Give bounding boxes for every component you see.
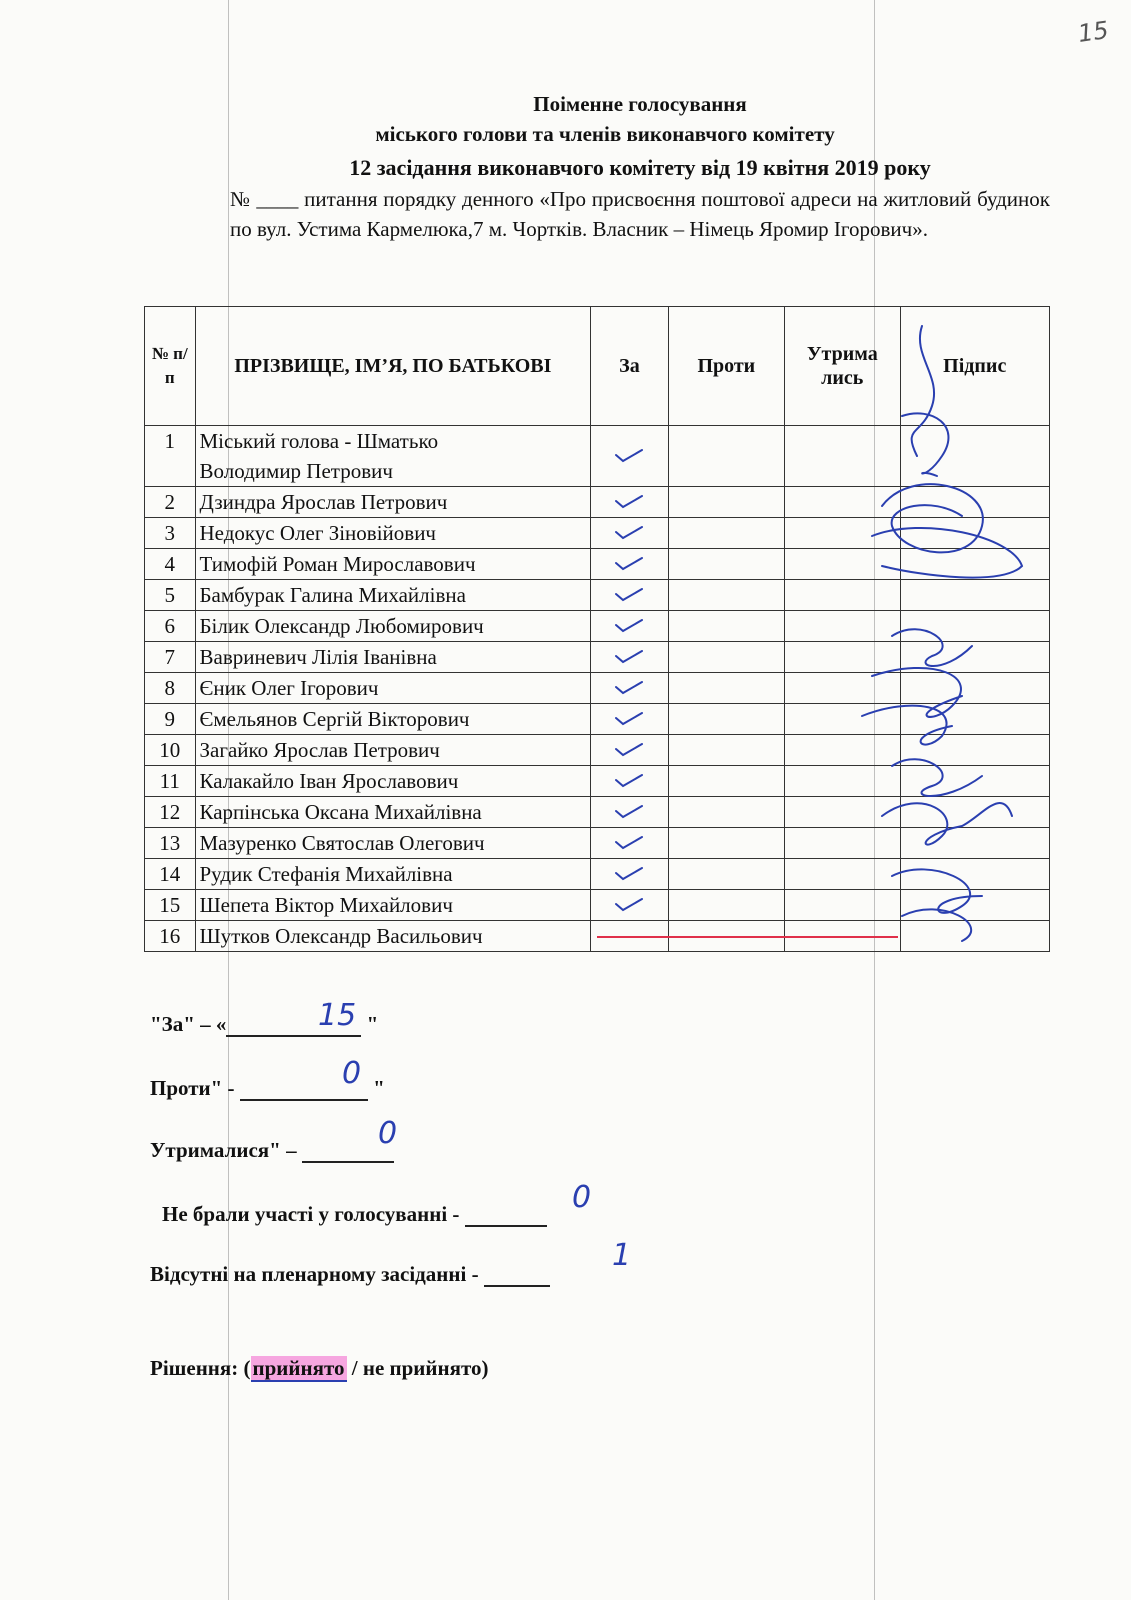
member-cell bbox=[195, 549, 591, 580]
member-name: Ємельянов Сергій Вікторович bbox=[199, 707, 470, 731]
check-icon bbox=[614, 800, 644, 824]
utrymalysia-count: 0 bbox=[378, 1116, 398, 1151]
member-name: Загайко Ярослав Петрович bbox=[199, 738, 440, 762]
table-row bbox=[145, 828, 1050, 859]
member-cell bbox=[195, 766, 591, 797]
utrymalys-cell bbox=[785, 518, 900, 549]
check-icon bbox=[614, 490, 644, 514]
za-cell bbox=[591, 859, 668, 890]
proty-cell bbox=[668, 642, 784, 673]
row-number: 4 bbox=[145, 549, 196, 580]
za-cell bbox=[591, 921, 668, 952]
check-icon bbox=[614, 676, 644, 700]
row-number: 6 bbox=[145, 611, 196, 642]
row-number: 2 bbox=[145, 487, 196, 518]
proty-suffix: " bbox=[367, 1076, 385, 1100]
member-cell bbox=[195, 518, 591, 549]
za-cell bbox=[591, 735, 668, 766]
utrymalys-cell bbox=[785, 890, 900, 921]
signature-cell bbox=[900, 890, 1050, 921]
page-number: 15 bbox=[1076, 16, 1111, 48]
table-row bbox=[145, 704, 1050, 735]
table-row bbox=[145, 673, 1050, 704]
check-icon bbox=[614, 738, 644, 762]
member-name: Бамбурак Галина Михайлівна bbox=[199, 583, 466, 607]
vidsutni-label: Відсутні на пленарному засіданні - bbox=[150, 1262, 484, 1286]
table-row bbox=[145, 426, 1050, 487]
za-cell bbox=[591, 426, 668, 487]
member-name: Єник Олег Ігорович bbox=[199, 676, 379, 700]
za-cell bbox=[591, 580, 668, 611]
check-icon bbox=[614, 862, 644, 886]
table-header-row bbox=[145, 307, 1050, 426]
check-icon bbox=[614, 552, 644, 576]
table-row bbox=[145, 642, 1050, 673]
utrymalys-cell bbox=[785, 549, 900, 580]
proty-label: Проти" - bbox=[150, 1076, 240, 1100]
row-number: 12 bbox=[145, 797, 196, 828]
header-num: № п/п bbox=[145, 307, 196, 426]
utrymalys-cell bbox=[785, 735, 900, 766]
decision-label: Рішення: ( bbox=[150, 1356, 251, 1380]
signature-cell bbox=[900, 921, 1050, 952]
table-row bbox=[145, 735, 1050, 766]
signature-cell bbox=[900, 580, 1050, 611]
table-row bbox=[145, 611, 1050, 642]
member-name: Тимофій Роман Мирославович bbox=[199, 552, 476, 576]
member-name: Шутков Олександр Васильович bbox=[199, 924, 483, 948]
ne-braly-count: 0 bbox=[572, 1180, 592, 1215]
signature-cell bbox=[900, 642, 1050, 673]
proty-cell bbox=[668, 611, 784, 642]
za-suffix: " bbox=[361, 1012, 379, 1036]
row-number: 13 bbox=[145, 828, 196, 859]
table-row bbox=[145, 487, 1050, 518]
decision-rejected: не прийнято bbox=[362, 1356, 482, 1380]
signature-cell bbox=[900, 766, 1050, 797]
member-cell bbox=[195, 921, 591, 952]
za-cell bbox=[591, 518, 668, 549]
signature-cell bbox=[900, 797, 1050, 828]
signature-cell bbox=[900, 549, 1050, 580]
za-cell bbox=[591, 611, 668, 642]
table-row bbox=[145, 549, 1050, 580]
member-cell bbox=[195, 890, 591, 921]
table-row bbox=[145, 766, 1050, 797]
member-name: Білик Олександр Любомирович bbox=[199, 614, 484, 638]
utrymalys-cell bbox=[785, 704, 900, 735]
member-cell bbox=[195, 797, 591, 828]
summary-utrymalysia bbox=[150, 1138, 394, 1163]
member-name: Шепета Віктор Михайлович bbox=[199, 893, 453, 917]
proty-cell bbox=[668, 890, 784, 921]
za-cell bbox=[591, 549, 668, 580]
utrymalys-cell bbox=[785, 673, 900, 704]
row-number: 15 bbox=[145, 890, 196, 921]
row-number: 16 bbox=[145, 921, 196, 952]
member-cell bbox=[195, 828, 591, 859]
proty-cell bbox=[668, 518, 784, 549]
row-number: 3 bbox=[145, 518, 196, 549]
za-cell bbox=[591, 704, 668, 735]
utrymalys-cell bbox=[785, 828, 900, 859]
document-subtitle: міського голови та членів виконавчого комітету bbox=[375, 122, 835, 146]
decision-separator: / bbox=[346, 1356, 363, 1380]
row-number: 1 bbox=[145, 426, 196, 487]
proty-count: 0 bbox=[342, 1056, 362, 1091]
signature-cell bbox=[900, 859, 1050, 890]
signature-cell bbox=[900, 673, 1050, 704]
za-cell bbox=[591, 828, 668, 859]
header-proty: Проти bbox=[668, 307, 784, 426]
document-title: Поіменне голосування bbox=[533, 92, 747, 116]
proty-cell bbox=[668, 426, 784, 487]
ne-braly-blank bbox=[465, 1203, 547, 1227]
decision-accepted: прийнято bbox=[252, 1356, 345, 1380]
utrymalys-cell bbox=[785, 642, 900, 673]
za-cell bbox=[591, 766, 668, 797]
za-cell bbox=[591, 642, 668, 673]
summary-vidsutni bbox=[150, 1262, 550, 1287]
summary-ne-braly bbox=[162, 1202, 547, 1227]
member-cell bbox=[195, 704, 591, 735]
proty-cell bbox=[668, 766, 784, 797]
proty-cell bbox=[668, 859, 784, 890]
member-name: Мазуренко Святослав Олегович bbox=[199, 831, 485, 855]
member-cell bbox=[195, 859, 591, 890]
table-row bbox=[145, 797, 1050, 828]
header-utrymalys: Утрима лись bbox=[785, 307, 900, 426]
row-number: 14 bbox=[145, 859, 196, 890]
utrymalys-cell bbox=[785, 611, 900, 642]
member-cell bbox=[195, 487, 591, 518]
check-icon bbox=[614, 645, 644, 669]
signature-cell bbox=[900, 735, 1050, 766]
member-name-line2: Володимир Петрович bbox=[199, 459, 393, 483]
member-name: Недокус Олег Зіновійович bbox=[199, 521, 436, 545]
utrymalys-cell bbox=[785, 580, 900, 611]
member-cell bbox=[195, 642, 591, 673]
member-name-line1: Міський голова - Шматько bbox=[199, 429, 439, 453]
check-icon bbox=[614, 521, 644, 545]
vidsutni-blank bbox=[484, 1263, 550, 1287]
row-number: 5 bbox=[145, 580, 196, 611]
header-name: ПРІЗВИЩЕ, ІМ’Я, ПО БАТЬКОВІ bbox=[195, 307, 591, 426]
decision-line bbox=[150, 1356, 489, 1381]
za-cell bbox=[591, 797, 668, 828]
check-icon bbox=[614, 769, 644, 793]
member-name: Рудик Стефанія Михайлівна bbox=[199, 862, 453, 886]
member-cell bbox=[195, 580, 591, 611]
utrymalysia-label: Утрималися" – bbox=[150, 1138, 302, 1162]
za-label: "За" – « bbox=[150, 1012, 227, 1036]
strike-line bbox=[597, 936, 897, 938]
proty-cell bbox=[668, 673, 784, 704]
table-row bbox=[145, 580, 1050, 611]
ne-braly-label: Не брали участі у голосуванні - bbox=[162, 1202, 465, 1226]
signature-cell bbox=[900, 487, 1050, 518]
proty-cell bbox=[668, 549, 784, 580]
decision-close: ) bbox=[481, 1356, 489, 1380]
table-row bbox=[145, 518, 1050, 549]
utrymalys-cell bbox=[785, 859, 900, 890]
table-row bbox=[145, 921, 1050, 952]
member-name: Калакайло Іван Ярославович bbox=[199, 769, 459, 793]
table-row bbox=[145, 890, 1050, 921]
member-cell bbox=[195, 673, 591, 704]
proty-cell bbox=[668, 735, 784, 766]
member-name: Карпінська Оксана Михайлівна bbox=[199, 800, 482, 824]
row-number: 7 bbox=[145, 642, 196, 673]
meeting-date-line: 12 засідання виконавчого комітету від 19 квітня 2019 року bbox=[349, 155, 931, 180]
check-icon bbox=[614, 893, 644, 917]
check-icon bbox=[614, 614, 644, 638]
utrymalys-cell bbox=[785, 766, 900, 797]
signature-cell bbox=[900, 518, 1050, 549]
proty-cell bbox=[668, 487, 784, 518]
za-count: 15 bbox=[318, 998, 357, 1033]
check-icon bbox=[614, 707, 644, 731]
member-name: Дзиндра Ярослав Петрович bbox=[199, 490, 448, 514]
signature-cell bbox=[900, 828, 1050, 859]
check-icon bbox=[614, 831, 644, 855]
member-cell bbox=[195, 611, 591, 642]
member-name: Вавриневич Лілія Іванівна bbox=[199, 645, 437, 669]
header-pidpys: Підпис bbox=[900, 307, 1050, 426]
proty-cell bbox=[668, 797, 784, 828]
member-cell bbox=[195, 426, 591, 487]
check-icon bbox=[614, 583, 644, 607]
row-number: 11 bbox=[145, 766, 196, 797]
za-cell bbox=[591, 673, 668, 704]
vidsutni-count: 1 bbox=[612, 1238, 632, 1273]
utrymalys-cell bbox=[785, 487, 900, 518]
row-number: 10 bbox=[145, 735, 196, 766]
signature-cell bbox=[900, 426, 1050, 487]
proty-cell bbox=[668, 580, 784, 611]
row-number: 9 bbox=[145, 704, 196, 735]
check-icon bbox=[614, 444, 644, 468]
za-cell bbox=[591, 890, 668, 921]
member-cell bbox=[195, 735, 591, 766]
utrymalys-cell bbox=[785, 797, 900, 828]
signature-cell bbox=[900, 611, 1050, 642]
agenda-item: № ____ питання порядку денного «Про присвоєння поштової адреси на житловий будинок по вул. Устима Кармелюка,7 м. Чортків. Власник – Німець Яромир Ігорович». bbox=[230, 187, 1050, 241]
za-cell bbox=[591, 487, 668, 518]
utrymalys-cell bbox=[785, 426, 900, 487]
table-row bbox=[145, 859, 1050, 890]
vote-table bbox=[144, 306, 1050, 952]
header-za: За bbox=[591, 307, 668, 426]
signature-cell bbox=[900, 704, 1050, 735]
proty-cell bbox=[668, 828, 784, 859]
proty-cell bbox=[668, 704, 784, 735]
row-number: 8 bbox=[145, 673, 196, 704]
